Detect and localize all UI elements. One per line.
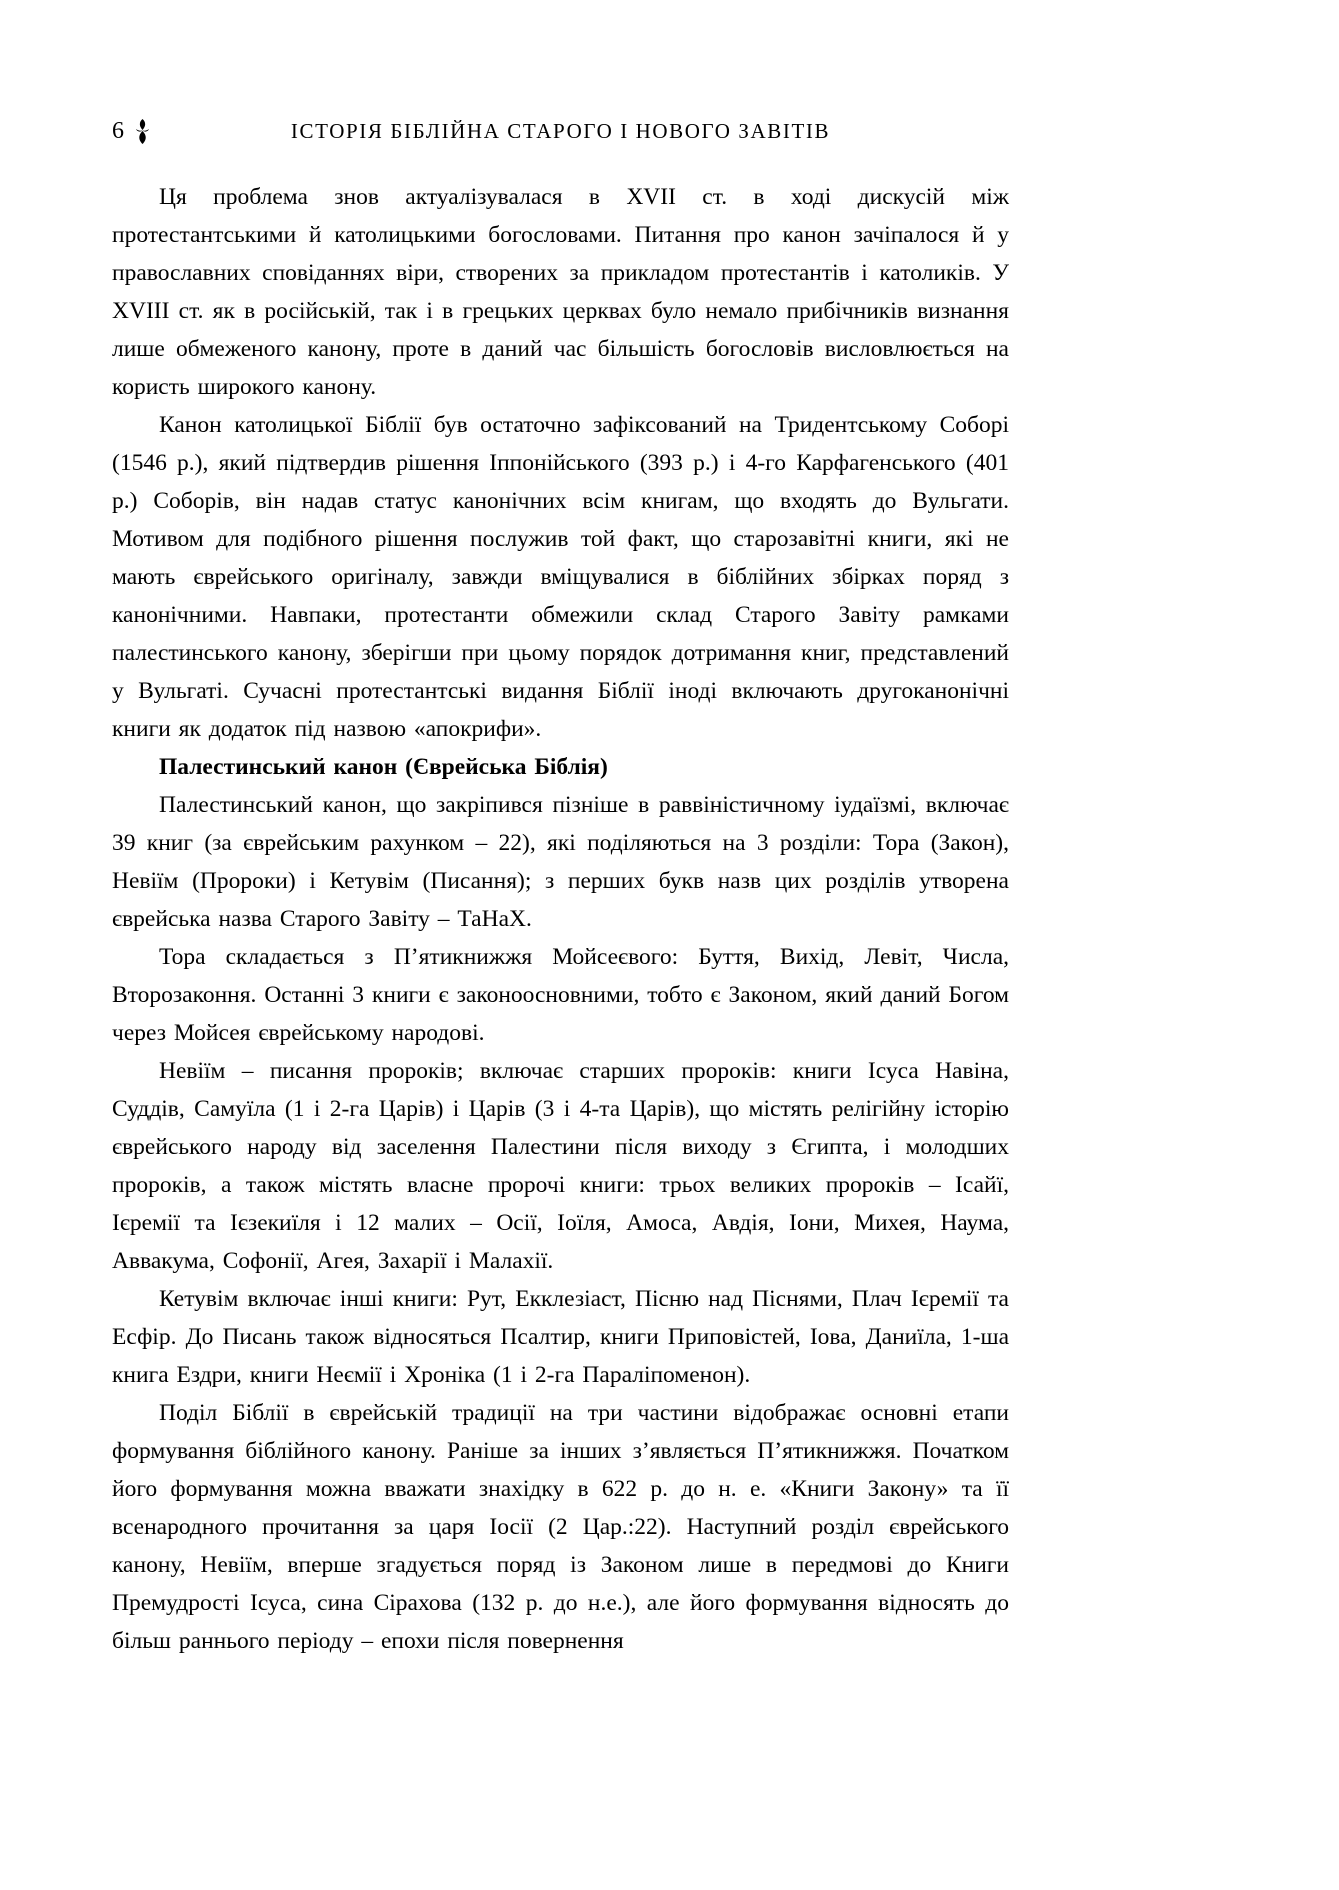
paragraph: Ця проблема знов актуалізувалася в XVII ст. в ході дискусій між протестантськими й католицькими богословами. Питання про канон зачіпалося й у православних сповіданнях віри, створених за прикладом протестантів і католиків. У XVIII ст. як в російській, так і в грецьких церквах було немало прибічників визнання лише обмеженого канону, проте в даний час більшість богословів висловлюється на користь широкого канону.: [112, 184, 1009, 400]
paragraph: Поділ Біблії в єврейській традиції на три частини відображає основні етапи формування біблійного канону. Раніше за інших з’являється П’ятикнижжя. Початком його формування можна вважати знахідку в 622 р. до н. е. «Книги Закону» та її всенародного прочитання за царя Іосії (2 Цар.:22). Наступний розділ єврейського канону, Невіїм, вперше згадується поряд із Законом лише в передмові до Книги Премудрості Ісуса, сина Сірахова (132 р. до н.е.), але його формування відносять до більш раннього періоду – епохи після повернення: [112, 1400, 1009, 1654]
paragraph: Палестинський канон, що закріпився пізніше в раввіністичному іудаїзмі, включає 39 книг (за єврейським рахунком – 22), які поділяються на 3 розділи: Тора (Закон), Невіїм (Пророки) і Кетувім (Писання); з перших букв назв цих розділів утворена єврейська назва Старого Завіту – ТаНаХ.: [112, 792, 1009, 932]
page-body: [112, 178, 1009, 1660]
folio-group: [112, 116, 151, 146]
running-title: ІСТОРІЯ БІБЛІЙНА СТАРОГО І НОВОГО ЗАВІТІВ: [290, 119, 831, 143]
section-heading: Палестинський канон (Єврейська Біблія): [159, 754, 608, 780]
fleuron-ornament-icon: [134, 118, 151, 145]
paragraph: Тора складається з П’ятикнижжя Мойсеєвого: Буття, Вихід, Левіт, Числа, Второзаконня. Останні 3 книги є законоосновними, тобто є Законом, який даний Богом через Мойсея єврейському народові.: [112, 944, 1009, 1046]
page-number: 6: [112, 118, 124, 144]
page-header: [112, 116, 1009, 150]
paragraph: Канон католицької Біблії був остаточно зафіксований на Тридентському Соборі (1546 р.), який підтвердив рішення Іппонійського (393 р.) і 4-го Карфагенського (401 р.) Соборів, він надав статус канонічних всім книгам, що входять до Вульгати. Мотивом для подібного рішення послужив той факт, що старозавітні книги, які не мають єврейського оригіналу, завжди вміщувалися в біблійних збірках поряд з канонічними. Навпаки, протестанти обмежили склад Старого Завіту рамками палестинського канону, зберігши при цьому порядок дотримання книг, представлений у Вульгаті. Сучасні протестантські видання Біблії іноді включають другоканонічні книги як додаток під назвою «апокрифи».: [112, 412, 1009, 742]
paragraph: Невіїм – писання пророків; включає старших пророків: книги Ісуса Навіна, Суддів, Самуїла (1 і 2-га Царів) і Царів (3 і 4-та Царів), що містять релігійну історію єврейського народу від заселення Палестини після виходу з Єгипта, і молодших пророків, а також містять власне пророчі книги: трьох великих пророків – Ісайї, Ієремії та Ієзекиїля і 12 малих – Осії, Іоїля, Амоса, Авдія, Іони, Михея, Наума, Аввакума, Софонії, Агея, Захарії і Малахії.: [112, 1058, 1009, 1274]
paragraph: Кетувім включає інші книги: Рут, Екклезіаст, Пісню над Піснями, Плач Ієремії та Есфір. До Писань також відносяться Псалтир, книги Приповістей, Іова, Даниїла, 1-ша книга Ездри, книги Неємії і Хроніка (1 і 2-га Параліпоменон).: [112, 1286, 1009, 1388]
